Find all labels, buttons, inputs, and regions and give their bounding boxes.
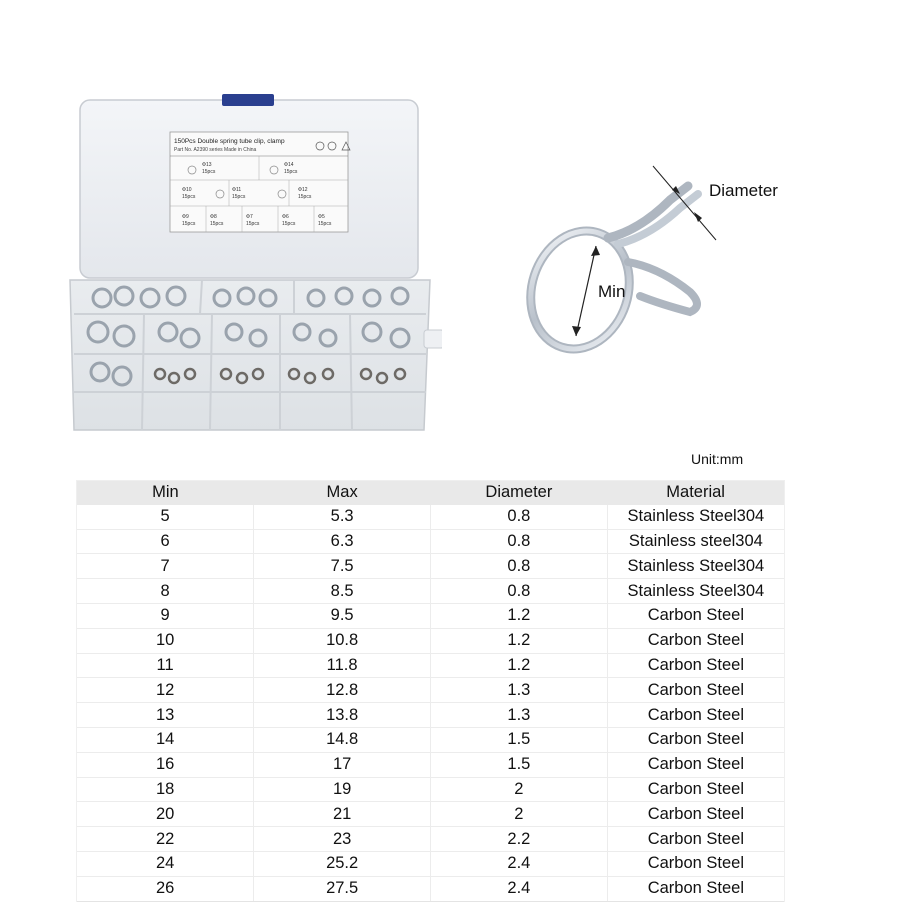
cell-material: Carbon Steel <box>607 653 784 678</box>
cell-max: 17 <box>254 752 431 777</box>
cell-diameter: 2.4 <box>431 876 608 901</box>
cell-max: 6.3 <box>254 529 431 554</box>
organizer-box-image <box>62 92 442 437</box>
table-header-row <box>77 481 784 505</box>
cell-max: 13.8 <box>254 703 431 728</box>
svg-text:Φ7: Φ7 <box>246 214 253 220</box>
table-row <box>77 876 784 901</box>
diameter-label: Diameter <box>709 181 778 200</box>
svg-text:Φ13: Φ13 <box>202 162 212 168</box>
svg-text:Φ5: Φ5 <box>318 214 325 220</box>
cell-min: 16 <box>77 752 254 777</box>
table-row <box>77 505 784 529</box>
cell-diameter: 1.5 <box>431 752 608 777</box>
cell-diameter: 2 <box>431 802 608 827</box>
table-row <box>77 554 784 579</box>
cell-diameter: 1.2 <box>431 628 608 653</box>
cell-diameter: 0.8 <box>431 505 608 529</box>
header-diameter: Diameter <box>431 481 608 505</box>
svg-text:15pcs: 15pcs <box>298 194 312 200</box>
cell-material: Carbon Steel <box>607 802 784 827</box>
spec-table <box>77 481 784 902</box>
svg-text:15pcs: 15pcs <box>232 194 246 200</box>
svg-text:Φ11: Φ11 <box>232 187 242 193</box>
svg-text:15pcs: 15pcs <box>282 221 296 227</box>
svg-text:Φ6: Φ6 <box>282 214 289 220</box>
cell-material: Stainless steel304 <box>607 529 784 554</box>
cell-diameter: 0.8 <box>431 579 608 604</box>
cell-max: 5.3 <box>254 505 431 529</box>
table-row <box>77 777 784 802</box>
cell-min: 12 <box>77 678 254 703</box>
svg-text:15pcs: 15pcs <box>182 194 196 200</box>
cell-material: Carbon Steel <box>607 827 784 852</box>
cell-diameter: 1.2 <box>431 603 608 628</box>
table-row <box>77 678 784 703</box>
svg-text:15pcs: 15pcs <box>182 221 196 227</box>
cell-max: 19 <box>254 777 431 802</box>
organizer-subtitle: Part No. A2390 series Made in China <box>174 147 257 153</box>
cell-max: 10.8 <box>254 628 431 653</box>
organizer-title: 150Pcs Double spring tube clip, clamp <box>174 138 285 145</box>
cell-max: 11.8 <box>254 653 431 678</box>
cell-min: 6 <box>77 529 254 554</box>
cell-material: Carbon Steel <box>607 727 784 752</box>
table-row <box>77 752 784 777</box>
svg-text:15pcs: 15pcs <box>210 221 224 227</box>
cell-min: 10 <box>77 628 254 653</box>
cell-material: Stainless Steel304 <box>607 579 784 604</box>
cell-diameter: 0.8 <box>431 529 608 554</box>
svg-text:Φ8: Φ8 <box>210 214 217 220</box>
table-row <box>77 727 784 752</box>
header-max: Max <box>254 481 431 505</box>
unit-label: Unit:mm <box>691 451 744 467</box>
cell-min: 14 <box>77 727 254 752</box>
table-row <box>77 529 784 554</box>
svg-text:15pcs: 15pcs <box>318 221 332 227</box>
cell-min: 20 <box>77 802 254 827</box>
cell-material: Carbon Steel <box>607 851 784 876</box>
header-material: Material <box>607 481 784 505</box>
cell-max: 25.2 <box>254 851 431 876</box>
table-row <box>77 579 784 604</box>
cell-diameter: 0.8 <box>431 554 608 579</box>
table-row <box>77 603 784 628</box>
table-row <box>77 827 784 852</box>
svg-text:Φ12: Φ12 <box>298 187 308 193</box>
cell-diameter: 1.5 <box>431 727 608 752</box>
svg-text:15pcs: 15pcs <box>202 169 216 175</box>
cell-diameter: 1.3 <box>431 703 608 728</box>
table-row <box>77 703 784 728</box>
cell-min: 24 <box>77 851 254 876</box>
cell-material: Carbon Steel <box>607 628 784 653</box>
cell-min: 26 <box>77 876 254 901</box>
cell-min: 11 <box>77 653 254 678</box>
header-min: Min <box>77 481 254 505</box>
cell-max: 14.8 <box>254 727 431 752</box>
cell-max: 9.5 <box>254 603 431 628</box>
cell-diameter: 2 <box>431 777 608 802</box>
cell-diameter: 2.4 <box>431 851 608 876</box>
table-row <box>77 653 784 678</box>
cell-min: 9 <box>77 603 254 628</box>
cell-material: Carbon Steel <box>607 752 784 777</box>
cell-min: 7 <box>77 554 254 579</box>
table-row <box>77 628 784 653</box>
cell-material: Carbon Steel <box>607 703 784 728</box>
cell-max: 23 <box>254 827 431 852</box>
cell-material: Stainless Steel304 <box>607 505 784 529</box>
cell-material: Carbon Steel <box>607 603 784 628</box>
cell-material: Carbon Steel <box>607 876 784 901</box>
cell-max: 21 <box>254 802 431 827</box>
cell-max: 8.5 <box>254 579 431 604</box>
min-label: Min <box>598 282 626 301</box>
cell-material: Carbon Steel <box>607 678 784 703</box>
cell-diameter: 1.3 <box>431 678 608 703</box>
table-row <box>77 802 784 827</box>
cell-material: Stainless Steel304 <box>607 554 784 579</box>
cell-min: 5 <box>77 505 254 529</box>
svg-text:15pcs: 15pcs <box>284 169 298 175</box>
cell-min: 18 <box>77 777 254 802</box>
cell-min: 8 <box>77 579 254 604</box>
cell-max: 12.8 <box>254 678 431 703</box>
svg-text:15pcs: 15pcs <box>246 221 260 227</box>
cell-max: 27.5 <box>254 876 431 901</box>
svg-text:Φ14: Φ14 <box>284 162 294 168</box>
cell-diameter: 2.2 <box>431 827 608 852</box>
cell-diameter: 1.2 <box>431 653 608 678</box>
cell-min: 22 <box>77 827 254 852</box>
cell-material: Carbon Steel <box>607 777 784 802</box>
cell-min: 13 <box>77 703 254 728</box>
svg-text:Φ9: Φ9 <box>182 214 189 220</box>
svg-text:Φ10: Φ10 <box>182 187 192 193</box>
cell-max: 7.5 <box>254 554 431 579</box>
table-row <box>77 851 784 876</box>
